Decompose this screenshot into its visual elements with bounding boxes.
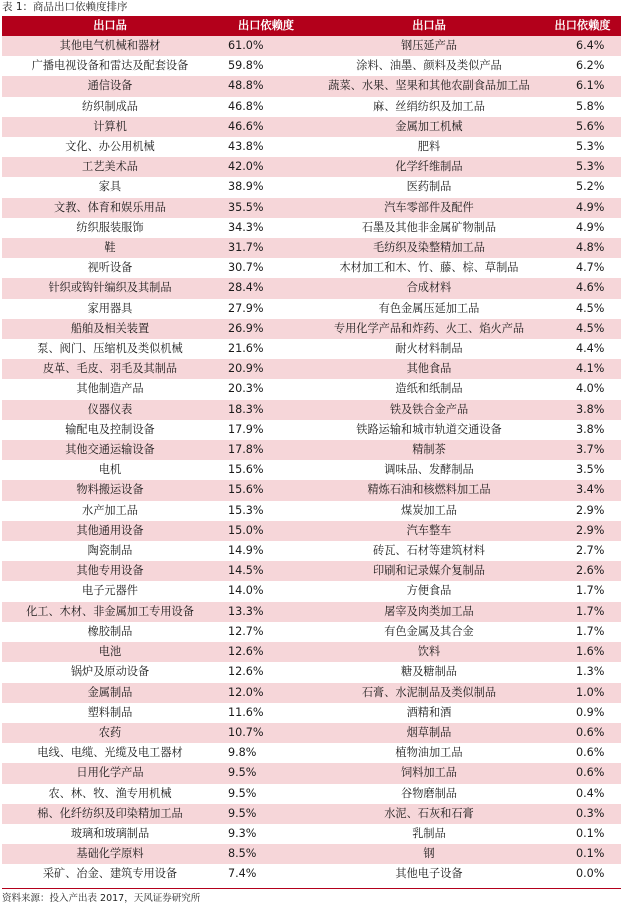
dependency-right-cell: 0.1% [544,844,621,864]
table-row [2,177,621,197]
product-left-cell: 文化、办公用机械 [2,137,218,157]
product-left-cell: 视听设备 [2,258,218,278]
table-row [2,56,621,76]
dependency-right-cell: 0.1% [544,824,621,844]
product-left-cell: 电机 [2,460,218,480]
product-right-cell: 烟草制品 [314,723,544,743]
product-left-cell: 农药 [2,723,218,743]
product-right-cell: 乳制品 [314,824,544,844]
product-left-cell: 针织或钩针编织及其制品 [2,278,218,298]
product-left-cell: 棉、化纤纺织及印染精加工品 [2,804,218,824]
dependency-right-cell: 4.6% [544,278,621,298]
table-row [2,642,621,662]
product-left-cell: 塑料制品 [2,703,218,723]
dependency-right-cell: 2.6% [544,561,621,581]
dependency-right-cell: 4.9% [544,198,621,218]
header-product-right: 出口品 [314,16,544,36]
dependency-left-cell: 17.8% [218,440,314,460]
dependency-left-cell: 13.3% [218,602,314,622]
product-left-cell: 家具 [2,177,218,197]
table-row [2,864,621,884]
table-row [2,703,621,723]
dependency-right-cell: 0.9% [544,703,621,723]
product-left-cell: 电子元器件 [2,581,218,601]
dependency-left-cell: 15.3% [218,501,314,521]
dependency-right-cell: 0.6% [544,763,621,783]
dependency-left-cell: 34.3% [218,218,314,238]
product-right-cell: 涂料、油墨、颜料及类似产品 [314,56,544,76]
product-left-cell: 农、林、牧、渔专用机械 [2,784,218,804]
dependency-right-cell: 3.8% [544,420,621,440]
product-right-cell: 金属加工机械 [314,117,544,137]
table-header-row [2,16,621,36]
table-row [2,420,621,440]
product-right-cell: 其他食品 [314,359,544,379]
product-left-cell: 纺织制成品 [2,97,218,117]
product-left-cell: 其他制造产品 [2,379,218,399]
product-right-cell: 精炼石油和核燃料加工品 [314,480,544,500]
table-row [2,501,621,521]
dependency-right-cell: 1.3% [544,662,621,682]
table-row [2,723,621,743]
product-left-cell: 化工、木材、非金属加工专用设备 [2,602,218,622]
table-row [2,683,621,703]
product-right-cell: 石墨及其他非金属矿物制品 [314,218,544,238]
table-row [2,521,621,541]
product-right-cell: 屠宰及肉类加工品 [314,602,544,622]
product-left-cell: 水产加工品 [2,501,218,521]
table-row [2,76,621,96]
dependency-left-cell: 48.8% [218,76,314,96]
product-left-cell: 其他交通运输设备 [2,440,218,460]
dependency-left-cell: 20.3% [218,379,314,399]
dependency-right-cell: 3.7% [544,440,621,460]
dependency-left-cell: 9.5% [218,784,314,804]
product-right-cell: 木材加工和木、竹、藤、棕、草制品 [314,258,544,278]
product-right-cell: 化学纤维制品 [314,157,544,177]
dependency-left-cell: 15.0% [218,521,314,541]
dependency-right-cell: 0.6% [544,743,621,763]
dependency-right-cell: 5.3% [544,157,621,177]
product-left-cell: 泵、阀门、压缩机及类似机械 [2,339,218,359]
product-right-cell: 汽车整车 [314,521,544,541]
dependency-right-cell: 4.4% [544,339,621,359]
table-row [2,359,621,379]
dependency-left-cell: 14.9% [218,541,314,561]
dependency-right-cell: 0.4% [544,784,621,804]
table-row [2,117,621,137]
table-row [2,400,621,420]
dependency-left-cell: 12.0% [218,683,314,703]
product-right-cell: 方便食品 [314,581,544,601]
product-right-cell: 酒精和酒 [314,703,544,723]
dependency-left-cell: 38.9% [218,177,314,197]
table-row [2,36,621,56]
dependency-right-cell: 5.6% [544,117,621,137]
product-left-cell: 物料搬运设备 [2,480,218,500]
product-left-cell: 纺织服装服饰 [2,218,218,238]
product-right-cell: 麻、丝绢纺织及加工品 [314,97,544,117]
product-right-cell: 水泥、石灰和石膏 [314,804,544,824]
dependency-left-cell: 12.6% [218,662,314,682]
product-left-cell: 其他电气机械和器材 [2,36,218,56]
dependency-right-cell: 3.4% [544,480,621,500]
product-left-cell: 锅炉及原动设备 [2,662,218,682]
product-right-cell: 钢压延产品 [314,36,544,56]
header-product-left: 出口品 [2,16,218,36]
table-row [2,460,621,480]
dependency-right-cell: 5.8% [544,97,621,117]
dependency-right-cell: 4.0% [544,379,621,399]
table-row [2,218,621,238]
product-right-cell: 糖及糖制品 [314,662,544,682]
product-left-cell: 其他通用设备 [2,521,218,541]
dependency-left-cell: 9.3% [218,824,314,844]
table-row [2,278,621,298]
product-right-cell: 有色金属及其合金 [314,622,544,642]
product-right-cell: 饮料 [314,642,544,662]
header-dependency-right: 出口依赖度 [544,16,621,36]
dependency-right-cell: 4.1% [544,359,621,379]
table-title: 表 1：商品出口依赖度排序 [2,1,128,13]
product-left-cell: 输配电及控制设备 [2,420,218,440]
dependency-right-cell: 4.9% [544,218,621,238]
product-right-cell: 毛纺织及染整精加工品 [314,238,544,258]
product-right-cell: 铁路运输和城市轨道交通设备 [314,420,544,440]
dependency-left-cell: 10.7% [218,723,314,743]
dependency-left-cell: 28.4% [218,278,314,298]
dependency-left-cell: 20.9% [218,359,314,379]
table-row [2,379,621,399]
product-right-cell: 饲料加工品 [314,763,544,783]
product-left-cell: 通信设备 [2,76,218,96]
dependency-left-cell: 21.6% [218,339,314,359]
product-left-cell: 电线、电缆、光缆及电工器材 [2,743,218,763]
table-row [2,804,621,824]
product-left-cell: 橡胶制品 [2,622,218,642]
export-dependency-table [2,16,621,885]
bottom-rule [2,888,621,889]
product-right-cell: 有色金属压延加工品 [314,299,544,319]
product-left-cell: 家用器具 [2,299,218,319]
table-row [2,602,621,622]
dependency-right-cell: 2.7% [544,541,621,561]
product-left-cell: 陶瓷制品 [2,541,218,561]
product-right-cell: 煤炭加工品 [314,501,544,521]
dependency-left-cell: 46.8% [218,97,314,117]
product-right-cell: 蔬菜、水果、坚果和其他农副食品加工品 [314,76,544,96]
product-left-cell: 金属制品 [2,683,218,703]
product-right-cell: 专用化学产品和炸药、火工、焰火产品 [314,319,544,339]
table-row [2,784,621,804]
table-row [2,319,621,339]
dependency-left-cell: 17.9% [218,420,314,440]
product-right-cell: 耐火材料制品 [314,339,544,359]
dependency-right-cell: 4.7% [544,258,621,278]
product-right-cell: 石膏、水泥制品及类似制品 [314,683,544,703]
table-row [2,258,621,278]
table-row [2,299,621,319]
dependency-right-cell: 4.5% [544,319,621,339]
table-row [2,440,621,460]
product-right-cell: 铁及铁合金产品 [314,400,544,420]
product-left-cell: 基础化学原料 [2,844,218,864]
product-right-cell: 砖瓦、石材等建筑材料 [314,541,544,561]
dependency-right-cell: 6.4% [544,36,621,56]
product-left-cell: 其他专用设备 [2,561,218,581]
product-right-cell: 调味品、发酵制品 [314,460,544,480]
dependency-right-cell: 1.6% [544,642,621,662]
table-row [2,97,621,117]
product-left-cell: 鞋 [2,238,218,258]
product-left-cell: 船舶及相关装置 [2,319,218,339]
dependency-left-cell: 35.5% [218,198,314,218]
dependency-right-cell: 5.3% [544,137,621,157]
dependency-right-cell: 6.1% [544,76,621,96]
dependency-right-cell: 1.0% [544,683,621,703]
source-note: 资料来源：投入产出表 2017，天风证券研究所 [2,893,201,904]
dependency-left-cell: 14.5% [218,561,314,581]
dependency-right-cell: 3.5% [544,460,621,480]
product-right-cell: 印刷和记录媒介复制品 [314,561,544,581]
product-left-cell: 日用化学产品 [2,763,218,783]
dependency-right-cell: 0.6% [544,723,621,743]
dependency-left-cell: 15.6% [218,480,314,500]
table-row [2,622,621,642]
dependency-left-cell: 15.6% [218,460,314,480]
product-right-cell: 精制茶 [314,440,544,460]
table-row [2,581,621,601]
product-left-cell: 仪器仪表 [2,400,218,420]
dependency-right-cell: 1.7% [544,581,621,601]
header-dependency-left: 出口依赖度 [218,16,314,36]
product-left-cell: 皮革、毛皮、羽毛及其制品 [2,359,218,379]
product-right-cell: 汽车零部件及配件 [314,198,544,218]
dependency-left-cell: 12.6% [218,642,314,662]
dependency-left-cell: 61.0% [218,36,314,56]
dependency-right-cell: 6.2% [544,56,621,76]
dependency-right-cell: 0.3% [544,804,621,824]
dependency-left-cell: 7.4% [218,864,314,884]
dependency-left-cell: 8.5% [218,844,314,864]
dependency-right-cell: 4.8% [544,238,621,258]
dependency-right-cell: 1.7% [544,602,621,622]
dependency-left-cell: 9.5% [218,804,314,824]
dependency-left-cell: 11.6% [218,703,314,723]
dependency-left-cell: 46.6% [218,117,314,137]
dependency-right-cell: 2.9% [544,501,621,521]
dependency-left-cell: 30.7% [218,258,314,278]
table-row [2,238,621,258]
dependency-left-cell: 31.7% [218,238,314,258]
table-row [2,198,621,218]
product-right-cell: 医药制品 [314,177,544,197]
table-row [2,824,621,844]
product-left-cell: 玻璃和玻璃制品 [2,824,218,844]
table-row [2,480,621,500]
table-row [2,763,621,783]
dependency-right-cell: 3.8% [544,400,621,420]
product-left-cell: 文教、体育和娱乐用品 [2,198,218,218]
dependency-left-cell: 9.8% [218,743,314,763]
product-left-cell: 工艺美术品 [2,157,218,177]
product-left-cell: 计算机 [2,117,218,137]
table-row [2,844,621,864]
dependency-right-cell: 4.5% [544,299,621,319]
table-row [2,743,621,763]
dependency-left-cell: 42.0% [218,157,314,177]
product-right-cell: 造纸和纸制品 [314,379,544,399]
dependency-left-cell: 43.8% [218,137,314,157]
dependency-left-cell: 9.5% [218,763,314,783]
table-row [2,137,621,157]
product-left-cell: 采矿、冶金、建筑专用设备 [2,864,218,884]
dependency-left-cell: 14.0% [218,581,314,601]
product-left-cell: 电池 [2,642,218,662]
product-right-cell: 谷物磨制品 [314,784,544,804]
product-right-cell: 植物油加工品 [314,743,544,763]
table-row [2,561,621,581]
dependency-right-cell: 0.0% [544,864,621,884]
dependency-left-cell: 12.7% [218,622,314,642]
dependency-left-cell: 18.3% [218,400,314,420]
table-row [2,541,621,561]
product-right-cell: 其他电子设备 [314,864,544,884]
product-right-cell: 钢 [314,844,544,864]
table-row [2,157,621,177]
table-row [2,339,621,359]
dependency-right-cell: 5.2% [544,177,621,197]
product-left-cell: 广播电视设备和雷达及配套设备 [2,56,218,76]
dependency-left-cell: 26.9% [218,319,314,339]
dependency-right-cell: 1.7% [544,622,621,642]
product-right-cell: 肥料 [314,137,544,157]
product-right-cell: 合成材料 [314,278,544,298]
dependency-right-cell: 2.9% [544,521,621,541]
dependency-left-cell: 59.8% [218,56,314,76]
table-row [2,662,621,682]
dependency-left-cell: 27.9% [218,299,314,319]
